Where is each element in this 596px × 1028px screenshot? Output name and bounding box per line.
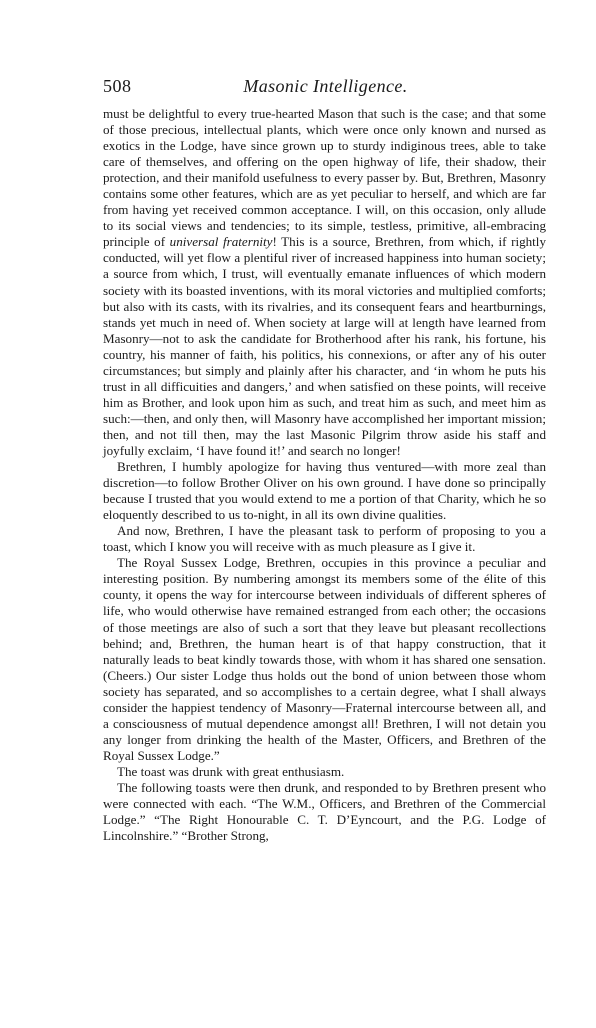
paragraph bbox=[103, 764, 546, 780]
page-header bbox=[103, 76, 548, 100]
text-segment: The following toasts were then drunk, and responded to by Brethren present who were connected with each. “The W.M., Officers, and Brethren of the Commercial Lodge.” “The Right Honourable C. T. D’Eyncourt, and the P.G. Lodge of Lincolnshire.” “Brother Strong, bbox=[103, 779, 546, 844]
text-segment: Brethren, I humbly apologize for having thus ventured—with more zeal than discretion—to follow Brother Oliver on his own ground. I have done so principally because I trusted that you would extend to me a portion of that Charity, which he so eloquently described to us to-night, in all its own divine qualities. bbox=[103, 459, 546, 523]
text-segment: And now, Brethren, I have the pleasant task to perform of proposing to you a toast, which I know you will receive with as much pleasure as I give it. bbox=[103, 523, 546, 555]
text-segment: must be delightful to every true-hearted Mason that such is the case; and that some of those precious, intellectual plants, which were once only known and nursed as exotics in the Lodge, have since grown up to sturdy indiginous trees, able to take care of themselves, and offering on the open highway of life, their shadow, their protection, and their manifold usefulness to every passer by. But, Brethren, Masonry contains some other features, which are as yet peculiar to herself, and which are far from having yet received common acceptance. I will, on this occasion, only allude to its social views and tendencies; to its simple, testless, primitive, all-embracing principle of bbox=[103, 106, 546, 250]
italic-phrase: universal fraternity bbox=[169, 234, 273, 250]
text-segment: ! This is a source, Brethren, from which, if rightly conducted, will yet flow a plentiful river of increased happiness into human society; a source from which, I trust, will eventually emanate influences of which modern society with its boasted inventions, with its moral victories and multiplied comforts; but also with its casts, with its rivalries, and its consequent fears and heartburnings, stands yet much in need of. When society at large will at length have learned from Masonry—not to ask the candidate for Brotherhood after his rank, his fortune, his country, his manner of faith, his politics, his connexions, or after any of his outer circumstances; but simply and plainly after his character, and ‘in whom he puts his trust in all difficuities and dangers,’ and when satisfied on these points, will receive him as Brother, and look upon him as such, and treat him as such, and meet him as such:—then, and only then, will Masonry have accomplished her important mission; then, and not till then, may the last Masonic Pilgrim throw aside his staff and joyfully exclaim, ‘I have found it!’ and search no longer! bbox=[103, 234, 546, 458]
paragraph bbox=[103, 459, 546, 523]
paragraph bbox=[103, 780, 546, 844]
page-number: 508 bbox=[103, 76, 132, 96]
paragraph bbox=[103, 106, 546, 459]
paragraph bbox=[103, 523, 546, 555]
body-text bbox=[103, 106, 546, 844]
text-segment: The toast was drunk with great enthusiasm. bbox=[117, 763, 345, 779]
paragraph bbox=[103, 555, 546, 764]
running-head: Masonic Intelligence. bbox=[243, 76, 408, 96]
text-segment: The Royal Sussex Lodge, Brethren, occupies in this province a peculiar and interesting position. By numbering amongst its members some of the élite of this county, it opens the way for intercourse between individuals of different spheres of life, who would otherwise have remained estranged from each other; the occasions of those meetings are also of such a sort that they leave but pleasant recollections behind; and, Brethren, the human heart is of that happy construction, that it naturally leads to beat kindly towards those, with whom it has shared one sensation. (Cheers.) Our sister Lodge thus holds out the bond of union between those whom society has separated, and so accomplishes to a certain degree, what I shall always consider the happiest tendency of Masonry—Fraternal intercourse between all, and a consciousness of mutual dependence amongst all! Brethren, I will not detain you any longer from drinking the health of the Master, Officers, and Brethren of the Royal Sussex Lodge.” bbox=[103, 555, 546, 763]
